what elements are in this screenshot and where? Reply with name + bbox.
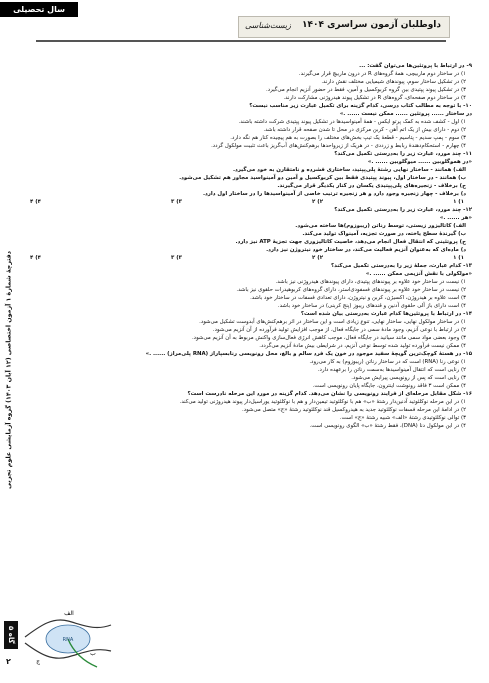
answer-option: ۴) است دارای باز آلی حلقوی آدنین و قندهای ریبوز (پنج کربنی) در ساختار خود باشد. xyxy=(277,303,466,309)
question-stem: ۱۱- چند مورد، عبارت زیر را به‌درستی تکمیل می‌کند؟ xyxy=(334,151,472,157)
statement: ج) برخلاف - زنجیره‌های پلی‌پپتیدی یکسان در کنار یکدیگر قرار می‌گیرند. xyxy=(277,183,466,189)
header-divider xyxy=(36,40,446,42)
transcription-diagram xyxy=(23,605,113,671)
answer-option: ۲) در ارتباط با نوعی آنزیم، وجود مادهٔ سمی در جایگاه فعال، از موجب افزایش تولید فرآورده از آن آنزیم می‌شود. xyxy=(212,327,466,333)
question-prompt: در ساختار ...... پروتئین ...... ممکن نیست ...... .» xyxy=(339,111,472,117)
choice-row xyxy=(22,254,472,262)
choice-row xyxy=(22,198,472,206)
subject-title: زیست‌شناسی xyxy=(244,21,291,30)
question-prompt: «مولکولی با نقش آنزیمی ممکن ...... .» xyxy=(365,271,472,277)
choice: ۲) ۲ xyxy=(312,255,323,261)
answer-option: ۳) در تشکیل پیوند پپتیدی بین گروه کربوکسیل و آمین، فقط در حضور آنزیم انجام می‌گیرد. xyxy=(266,87,466,93)
answer-option: ۴) ممکن نیست فرآورده تولید شده توسط نوعی آنزیم، در شرایطی بیش مادهٔ آنزیم می‌گردد. xyxy=(259,343,466,349)
question-block xyxy=(22,350,472,390)
answer-option: ۴) در ساختار دوم صفحه‌ای، گروه‌های R در تشکیل پیوند هیدروژنی مشارکت دارند. xyxy=(283,95,466,101)
statement: الف) کاتالیزور زیستی، توسط رناتن (ریبوزوم)ها ساخته می‌شود. xyxy=(295,223,466,229)
statement: الف) همانند - ساختار نهایی رشتهٔ پلی‌پپتید، ساختاری فشرده و نامتقارن به خود می‌گیرد. xyxy=(232,167,466,173)
statement: د) برخلاف - چهار زنجیره وجود دارد و هر زنجیره ترتیب خاصی از آمینواسیدها را در ساختار اول دارد. xyxy=(202,191,466,197)
question-block xyxy=(22,102,472,150)
question-stem: ۹- در ارتباط با پروتئین‌ها می‌توان گفت: ... xyxy=(359,63,472,69)
choice: ۱) ۱ xyxy=(453,255,464,261)
question-stem: ۱۳- کدام عبارت، جملهٔ زیر را به‌درستی تکمیل می‌کند؟ xyxy=(330,263,472,269)
rna-caption: RNA xyxy=(62,637,74,643)
statement: د) ماده‌ای که به‌عنوان آنزیم فعالیت می‌کند، در ساختار خود نیتروژن نیز دارد. xyxy=(266,247,466,253)
question-prompt: «در هموگلوبین ...... میوگلوبین ...... .» xyxy=(367,159,472,165)
question-block xyxy=(22,150,472,206)
choice: ۲) ۲ xyxy=(312,199,323,205)
question-stem: ۱۲- چند مورد، عبارت زیر را به‌درستی تکمیل می‌کند؟ xyxy=(334,207,472,213)
answer-option: ۳) وجود بعضی مواد سمی مانند سیانید در جایگاه فعال، موجب کاهش انرژی فعال‌سازی واکنش مربوط به آن آنزیم می‌شود. xyxy=(191,335,466,341)
label-jim: ج xyxy=(36,658,40,665)
answer-option: ۳) رنایی است که پس از رونویسی پیرایش می‌شود. xyxy=(351,375,466,381)
answer-option: ۲) دوم - دارای بیش از یک اتم آهن - کربن مرکزی در محل تا شدن صفحه قرار داشته باشد. xyxy=(263,127,466,133)
question-prompt: «هر ...... .» xyxy=(439,215,472,221)
question-block xyxy=(22,390,472,430)
questions-content xyxy=(22,62,472,430)
statement: ب) گیرندهٔ سطح یاخته، در صورت تجزیه، آمینواک تولید می‌کند. xyxy=(302,231,466,237)
question-stem: ۱۰- با توجه به مطالب کتاب درسی، کدام گزینه برای تکمیل عبارت زیر مناسب نیست؟ xyxy=(249,103,472,109)
answer-option: ۱) نیست در ساختار خود علاوه بر پیوندهای پپتیدی، دارای پیوندهای هیدروژنی نیز باشد. xyxy=(275,279,466,285)
answer-option: ۲) نیست در ساختار خود علاوه بر پیوندهای فسفودی‌استر، دارای گروه‌های کربوهیدرات حلقوی نیز باشد. xyxy=(236,287,466,293)
brand-bar xyxy=(238,16,450,38)
answer-option: ۱) نوعی رنا (RNA) است که در ساختار رناتن (ریبوزوم) به کار می‌رود. xyxy=(309,359,466,365)
label-be: ب xyxy=(90,650,96,657)
side-strip xyxy=(2,195,16,545)
answer-option: ۱) در ساختار دوم ماربیچی، همهٔ گروه‌های R در درون ماربیچ قرار می‌گیرند. xyxy=(298,71,466,77)
answer-option: ۴) در این مولکول دنا (DNA)، فقط رشتهٔ «ب» الگوی رونویسی است. xyxy=(309,423,466,429)
choice: ۱) ۱ xyxy=(453,199,464,205)
choice: ۳) ۳ xyxy=(171,199,182,205)
header xyxy=(0,0,489,58)
question-stem: ۱۴- در ارتباط با پروتئین‌ها کدام عبارت به‌درستی بیان شده است؟ xyxy=(300,311,472,317)
year-badge: سال تحصیلی ۰۴-۱۴۰۳ xyxy=(0,2,78,17)
answer-option: ۱) در ساختار مولکول نهایی، ساختار نهایی، تنوع زیادی است و این ساختار در اثر برهم‌کنش‌های آبدوست تشکیل می‌شود. xyxy=(199,319,466,325)
question-block xyxy=(22,206,472,262)
answer-option: ۳) است علاوه بر هیدروژن، اکسیژن، کربن و نیتروژن، دارای تعدادی فسفات در ساختار خود باشد. xyxy=(250,295,466,301)
booklet-info: دفترچهٔ شمارهٔ ۱ آزمون اختصاصی (۱۲ آبان ۱۴۰۳) گروه آزمایشی علوم تجربی xyxy=(5,250,13,490)
answer-option: ۳) توالی نوکلئوتیدی رشتهٔ «الف» شبیه رشتهٔ «ج» است. xyxy=(339,415,466,421)
question-block xyxy=(22,262,472,310)
label-alef: الف xyxy=(64,610,74,617)
grade-label: گاه ۵ xyxy=(4,621,18,649)
answer-option: ۲) رنایی است که انتقال آمینواسیدها به‌سمت رناتن را برعهده دارد. xyxy=(317,367,466,373)
choice: ۳) ۳ xyxy=(171,255,182,261)
brand-title: داوطلبان آزمون سراسری ۱۴۰۴ xyxy=(302,20,441,30)
answer-option: ۲) در تشکیل ساختار سوم، پیوندهای شیمیایی مختلف نقش دارند. xyxy=(321,79,466,85)
answer-option: ۳) سوم - پمپ سدیم - پتاسیم - قطعۀ یک تیپ بخش‌های مختلف را بصورت به هم پیچیده کنار هم نگه دارد. xyxy=(230,135,466,141)
answer-option: ۱) در این مرحله نوکلئوتید آدنین‌دار رشتهٔ «ب» هم با نوکلئوتید تیمین‌دار و هم با نوکلئوتید یوراسیل‌دار پیوند هیدروژنی تولید می‌کند. xyxy=(179,399,466,405)
answer-option: ۱) اول - کشف شده به کمک پرتو ایکس - همهٔ آمینواسیدها در تشکیل پیوند پپتیدی شرکت داشته باشند. xyxy=(238,119,466,125)
page-number: ۲ xyxy=(6,657,11,666)
statement: ج) پروتئینی که انتقال فعال انجام می‌دهد، خاصیت کاتالیزوری جهت تجزیهٔ ATP نیز دارد. xyxy=(235,239,466,245)
answer-option: ۴) ممکن است ۳ فاقد رونوشت اینترون، جایگاه پایان رونویسی است. xyxy=(312,383,466,389)
question-stem: ۱۶- شکل مقابل مرحله‌ای از فرایند رونویسی را نشان می‌دهد. کدام گزینه در مورد این مرحله نادرست است؟ xyxy=(187,391,472,397)
statement: ب) همانند - در ساختار اول، پیوند پپتیدی فقط بین کربوکسیل و آمین دو آمینواسید مجاور هم تشکیل می‌شود. xyxy=(179,175,466,181)
question-block xyxy=(22,310,472,350)
choice: ۴) ۴ xyxy=(30,199,41,205)
answer-option: ۲) در ادامهٔ این مرحله فسفات نوکلئوتید جدید به هیدروکسیل قند نوکلئوتید رشتهٔ «ج» متصل می‌شود. xyxy=(242,407,466,413)
answer-option: ۴) چهارم - استحکام‌دهندهٔ ربابط و زرددی - در هریک از زیرواحدها برهم‌کنش‌های آب‌گریز باعث تثبیت مولکول گردد. xyxy=(211,143,466,149)
choice: ۴) ۴ xyxy=(30,255,41,261)
question-stem: ۱۵- در هستهٔ کوچک‌ترین گویچهٔ سفید موجود در خون یک فرد سالم و بالغ، محل رونویسی رنابسپاراز (RNA پلی‌مراز) ...... .» xyxy=(145,351,472,357)
question-block xyxy=(22,62,472,102)
